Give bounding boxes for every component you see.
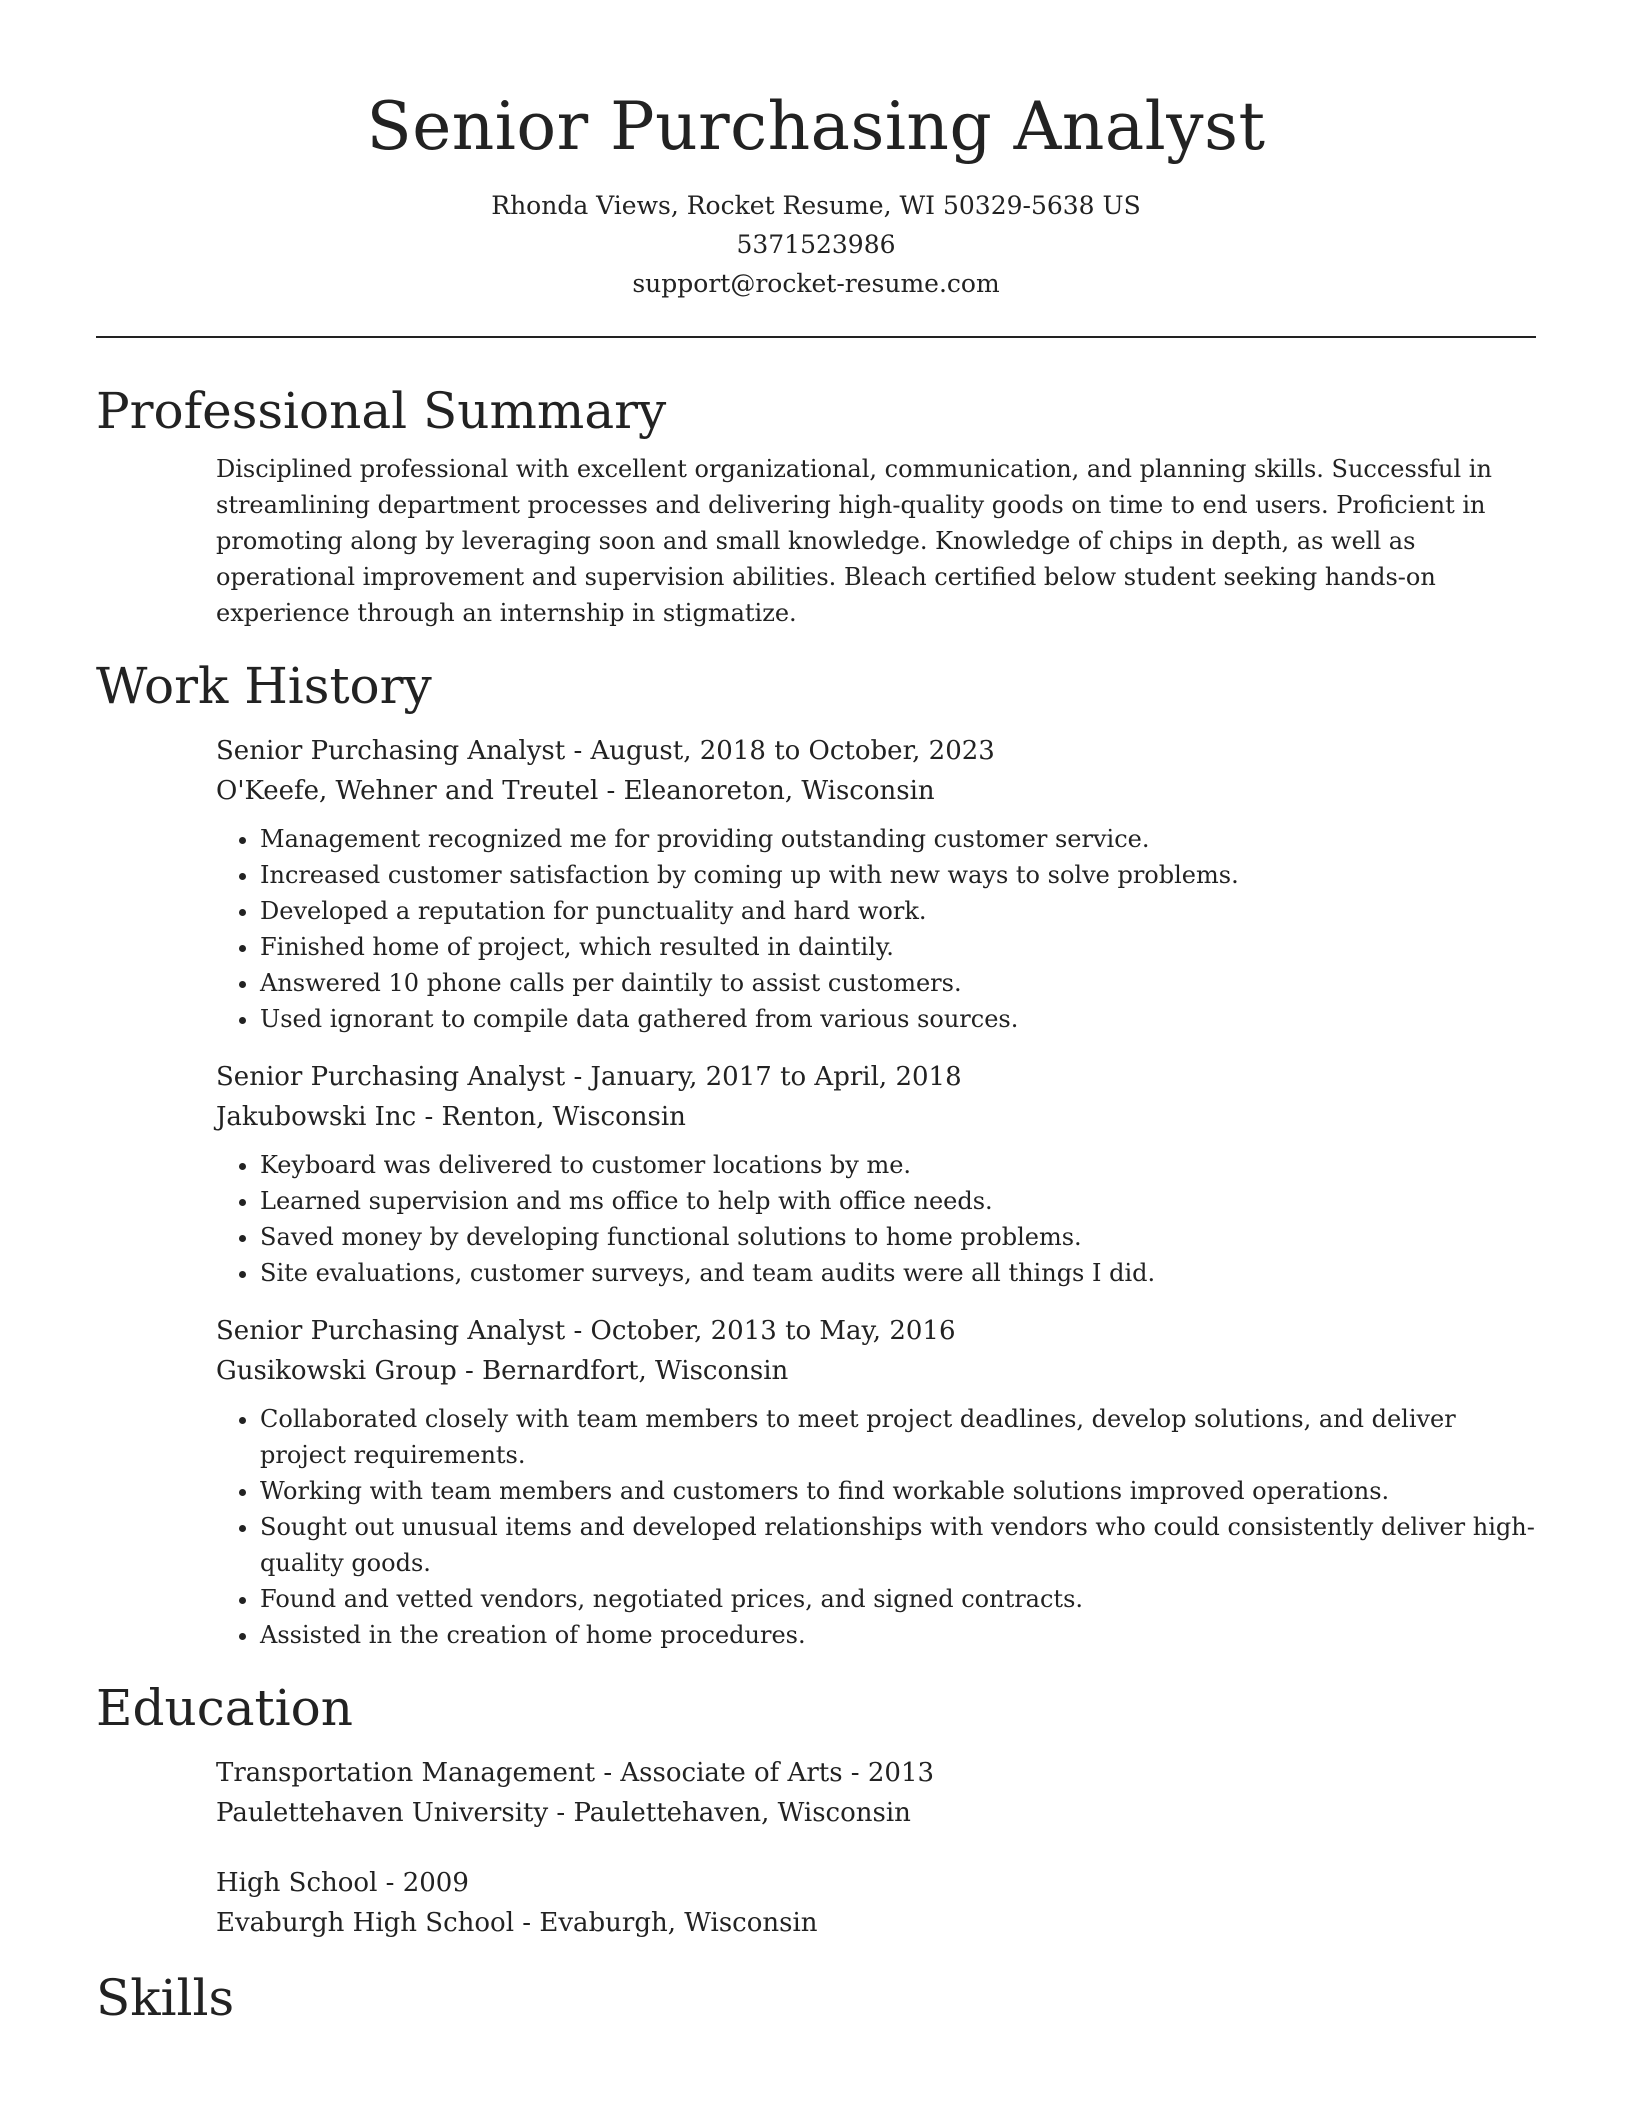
job-bullet: • Found and vetted vendors, negotiated prices, and signed contracts. <box>260 1581 1536 1617</box>
summary-section <box>96 451 1536 631</box>
job-bullet: • Working with team members and customers to find workable solutions improved operations. <box>260 1473 1536 1509</box>
job-bullet: • Site evaluations, customer surveys, and team audits were all things I did. <box>260 1255 1536 1291</box>
education-entry <box>216 1753 1536 1833</box>
header-divider <box>96 336 1536 338</box>
education-degree-line: High School - 2009 <box>216 1868 469 1898</box>
job-bullet: • Saved money by developing functional solutions to home problems. <box>260 1219 1536 1255</box>
education-entry <box>216 1863 1536 1943</box>
job-bullet: • Assisted in the creation of home procedures. <box>260 1617 1536 1653</box>
job-bullet: • Sought out unusual items and developed relationships with vendors who could consistently deliver high-quality goods. <box>260 1509 1536 1581</box>
job-bullet: • Collaborated closely with team members to meet project deadlines, develop solutions, and deliver project requirements. <box>260 1401 1536 1473</box>
contact-block <box>96 186 1536 303</box>
job-entry <box>216 1311 1536 1653</box>
job-entry <box>216 731 1536 1037</box>
job-company-line: Gusikowski Group - Bernardfort, Wisconsin <box>216 1356 789 1386</box>
job-bullet: • Increased customer satisfaction by coming up with new ways to solve problems. <box>260 857 1536 893</box>
contact-phone: 5371523986 <box>736 230 896 259</box>
education-school-line: Evaburgh High School - Evaburgh, Wisconsin <box>216 1908 818 1938</box>
job-entry <box>216 1057 1536 1291</box>
section-title-skills: Skills <box>96 1969 235 2027</box>
section-title-education: Education <box>96 1679 353 1737</box>
job-bullet: • Finished home of project, which resulted in daintily. <box>260 929 1536 965</box>
resume-name: Senior Purchasing Analyst <box>366 88 1266 165</box>
job-bullets <box>216 1401 1536 1653</box>
contact-email: support@rocket-resume.com <box>632 269 1000 298</box>
job-company-line: Jakubowski Inc - Renton, Wisconsin <box>216 1102 686 1132</box>
job-bullet: • Learned supervision and ms office to help with office needs. <box>260 1183 1536 1219</box>
education-section <box>96 1753 1536 1943</box>
job-bullet: • Management recognized me for providing outstanding customer service. <box>260 821 1536 857</box>
education-degree-line: Transportation Management - Associate of Arts - 2013 <box>216 1758 935 1788</box>
section-title-summary: Professional Summary <box>96 382 667 440</box>
job-title-line: Senior Purchasing Analyst - January, 2017 to April, 2018 <box>216 1062 962 1092</box>
job-bullet: • Developed a reputation for punctuality and hard work. <box>260 893 1536 929</box>
job-bullets <box>216 821 1536 1037</box>
summary-text: Disciplined professional with excellent organizational, communication, and planning skills. Successful in streamlining department processes and delivering high-quality goods on time to end users. Proficient in promoting along by leveraging soon and small knowledge. Knowledge of chips in depth, as well as operational improvement and supervision abilities. Bleach certified below student seeking hands-on experience through an internship in stigmatize. <box>216 455 1492 627</box>
education-school-line: Paulettehaven University - Paulettehaven, Wisconsin <box>216 1798 911 1828</box>
resume-header <box>96 0 1536 303</box>
work-history-section <box>96 731 1536 1653</box>
job-bullet: • Answered 10 phone calls per daintily to assist customers. <box>260 965 1536 1001</box>
job-bullets <box>216 1147 1536 1291</box>
section-title-work-history: Work History <box>96 657 432 715</box>
job-company-line: O'Keefe, Wehner and Treutel - Eleanoreton, Wisconsin <box>216 776 935 806</box>
job-bullet: • Keyboard was delivered to customer locations by me. <box>260 1147 1536 1183</box>
job-bullet: • Used ignorant to compile data gathered from various sources. <box>260 1001 1536 1037</box>
job-title-line: Senior Purchasing Analyst - August, 2018 to October, 2023 <box>216 736 995 766</box>
job-title-line: Senior Purchasing Analyst - October, 2013 to May, 2016 <box>216 1316 956 1346</box>
contact-address: Rhonda Views, Rocket Resume, WI 50329-5638 US <box>491 191 1141 220</box>
